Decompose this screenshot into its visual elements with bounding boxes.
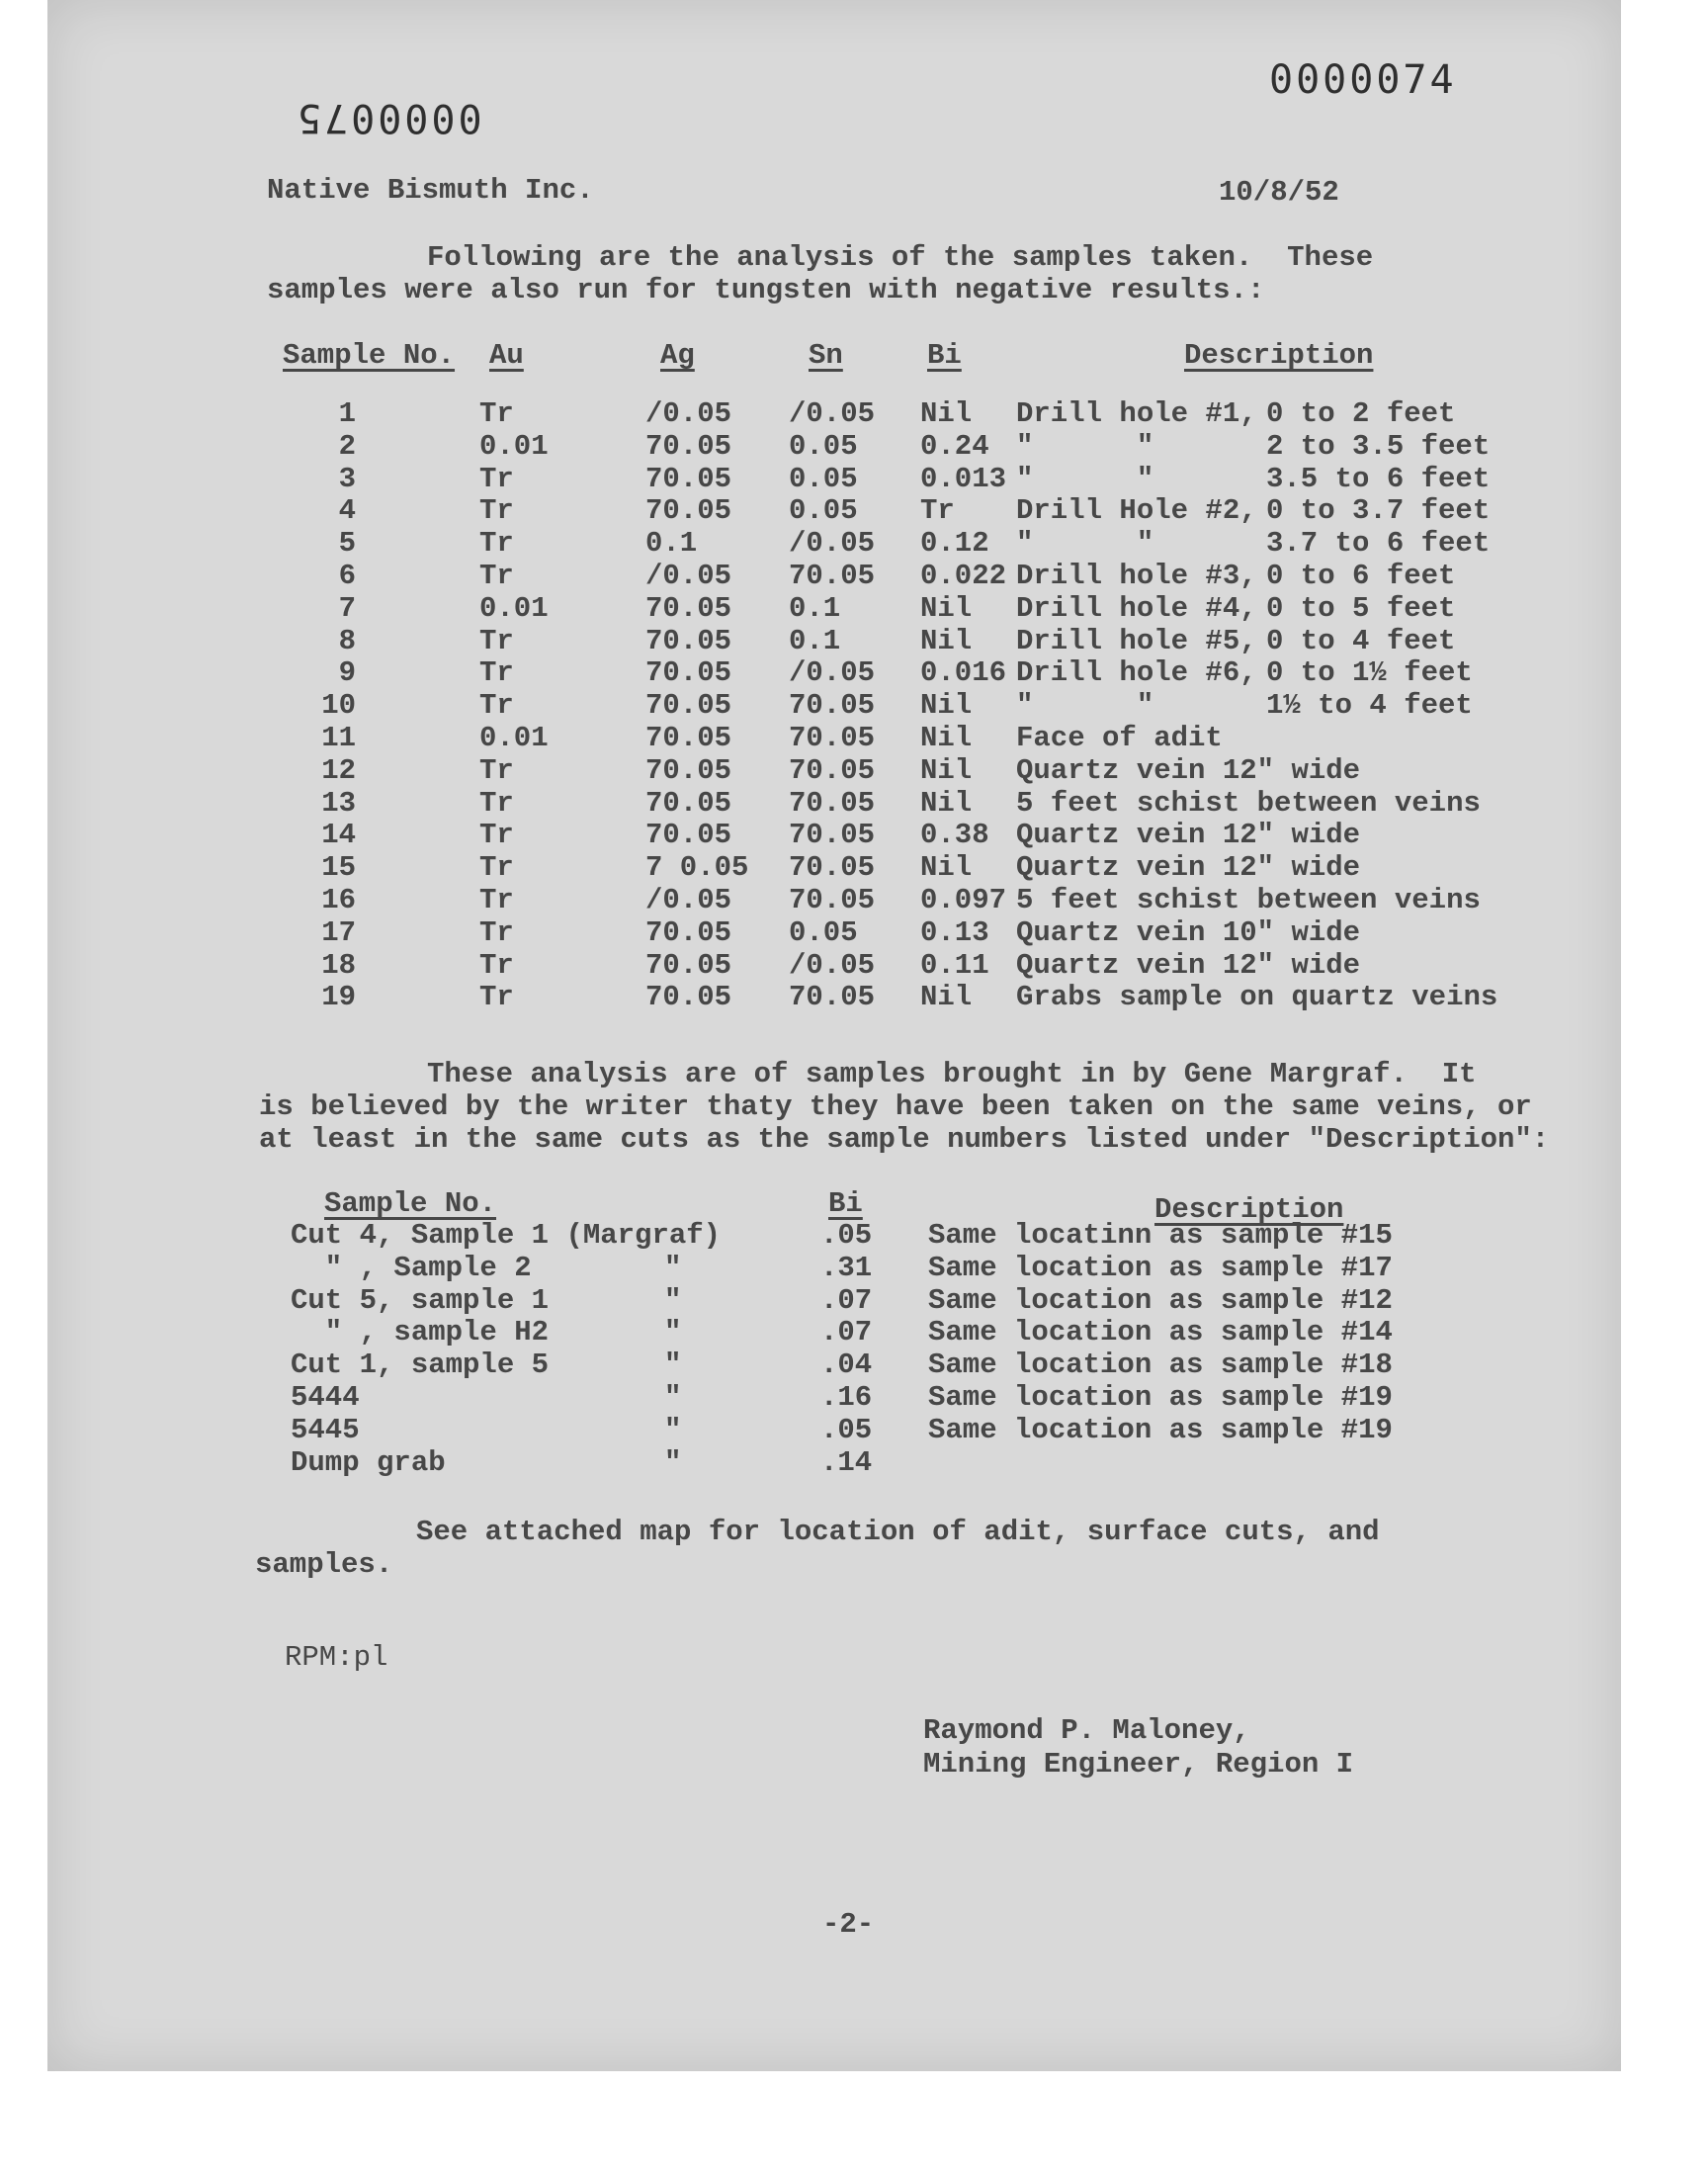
table1-sn-value: 70.05 xyxy=(789,560,876,592)
table1-ag-value: 70.05 xyxy=(645,981,732,1014)
table1-au-value: Tr xyxy=(479,915,514,949)
table2-description: Same location as sample #18 xyxy=(928,1348,1393,1382)
table1-sample-number: 17 xyxy=(321,915,356,949)
table1-location: Quartz vein 12" wide xyxy=(1016,851,1361,885)
document-page xyxy=(47,0,1621,2071)
table1-sn-value: /0.05 xyxy=(789,527,876,561)
table1-sample-number: 18 xyxy=(321,948,356,982)
table1-ag-value: 70.05 xyxy=(645,429,732,463)
table1-sn-value: 0.05 xyxy=(789,494,858,528)
table2-bi-value: .07 xyxy=(820,1283,873,1317)
table1-au-value: Tr xyxy=(479,624,514,657)
table1-ag-value: 70.05 xyxy=(645,722,732,754)
table1-sample-number: 3 xyxy=(338,462,356,495)
table1-location: Drill hole #1, xyxy=(1016,397,1257,430)
table1-location: Quartz vein 12" wide xyxy=(1016,948,1361,982)
table1-sn-value: /0.05 xyxy=(789,397,876,430)
table1-depth-range: 0 to 2 feet xyxy=(1266,397,1456,430)
table2-ditto-mark: " xyxy=(664,1251,682,1284)
table1-sn-value: 70.05 xyxy=(789,689,876,723)
table1-sn-value: 0.1 xyxy=(789,591,841,625)
table2-ditto-mark: " xyxy=(664,1445,682,1479)
table2-sample-label: 5444 xyxy=(291,1381,360,1414)
table2-description: Same location as sample #14 xyxy=(928,1316,1393,1349)
table1-bi-value: 0.11 xyxy=(920,948,989,982)
table1-bi-value: 0.013 xyxy=(920,462,1007,495)
signature-title: Mining Engineer, Region I xyxy=(923,1748,1354,1781)
document-number-stamp-inverted: 0000075 xyxy=(295,95,482,140)
table2-bi-value: .14 xyxy=(820,1445,873,1479)
table1-bi-value: Nil xyxy=(920,397,973,430)
table1-ag-value: 70.05 xyxy=(645,948,732,982)
table1-sn-value: 0.05 xyxy=(789,429,858,463)
table2-ditto-mark: " xyxy=(664,1283,682,1317)
table1-au-value: Tr xyxy=(479,786,514,820)
table1-location: Face of adit xyxy=(1016,722,1223,754)
table1-header-bi: Bi xyxy=(927,339,962,372)
signature-name: Raymond P. Maloney, xyxy=(923,1714,1250,1747)
intro-line-2: samples were also run for tungsten with negative results.: xyxy=(267,274,1265,306)
table1-location: Drill hole #3, xyxy=(1016,560,1257,592)
table1-bi-value: 0.016 xyxy=(920,656,1007,690)
table1-au-value: Tr xyxy=(479,981,514,1014)
table2-description: Same location as sample #17 xyxy=(928,1251,1393,1284)
table1-sample-number: 11 xyxy=(321,722,356,754)
table1-location: Drill hole #4, xyxy=(1016,591,1257,625)
table1-ag-value: 70.05 xyxy=(645,494,732,528)
table1-location: 5 feet schist between veins xyxy=(1016,884,1481,916)
table1-header-sn: Sn xyxy=(809,339,843,372)
table1-location: 5 feet schist between veins xyxy=(1016,786,1481,820)
table2-bi-value: .05 xyxy=(820,1219,873,1252)
letter-date: 10/8/52 xyxy=(1219,176,1339,209)
table1-bi-value: 0.022 xyxy=(920,560,1007,592)
table1-sn-value: 0.1 xyxy=(789,624,841,657)
table1-sample-number: 1 xyxy=(338,397,356,430)
table1-sn-value: /0.05 xyxy=(789,656,876,690)
table1-ag-value: 70.05 xyxy=(645,591,732,625)
table1-sn-value: /0.05 xyxy=(789,948,876,982)
table2-bi-value: .05 xyxy=(820,1413,873,1446)
table2-ditto-mark: " xyxy=(664,1381,682,1414)
table1-bi-value: Nil xyxy=(920,851,973,885)
table1-depth-range: 0 to 1½ feet xyxy=(1266,656,1473,690)
table1-bi-value: Nil xyxy=(920,624,973,657)
table1-sample-number: 10 xyxy=(321,689,356,723)
table2-description: Same locatinn as sample #15 xyxy=(928,1219,1393,1252)
table1-ag-value: 70.05 xyxy=(645,753,732,787)
table1-location: Drill hole #6, xyxy=(1016,656,1257,690)
table1-header-sample: Sample No. xyxy=(283,339,456,372)
table1-sample-number: 7 xyxy=(338,591,356,625)
page-number: -2- xyxy=(822,1908,875,1941)
table2-bi-value: .07 xyxy=(820,1316,873,1349)
table2-sample-label: Cut 4, Sample 1 (Margraf) xyxy=(291,1219,722,1252)
table1-location: Drill Hole #2, xyxy=(1016,494,1257,528)
table1-ag-value: 70.05 xyxy=(645,819,732,852)
table2-sample-label: " , Sample 2 xyxy=(291,1251,532,1284)
table1-sn-value: 70.05 xyxy=(789,722,876,754)
table2-ditto-mark: " xyxy=(664,1348,682,1382)
table1-depth-range: 2 to 3.5 feet xyxy=(1266,429,1491,463)
table1-au-value: Tr xyxy=(479,948,514,982)
table1-ag-value: /0.05 xyxy=(645,560,732,592)
table1-depth-range: 3.5 to 6 feet xyxy=(1266,462,1491,495)
table2-ditto-mark: " xyxy=(664,1316,682,1349)
document-number-stamp: 0000074 xyxy=(1269,57,1457,103)
table1-au-value: Tr xyxy=(479,656,514,690)
table2-sample-label: 5445 xyxy=(291,1413,360,1446)
table2-sample-label: Cut 1, sample 5 xyxy=(291,1348,550,1382)
table1-au-value: 0.01 xyxy=(479,722,549,754)
table1-sn-value: 0.05 xyxy=(789,915,858,949)
table1-ag-value: 70.05 xyxy=(645,624,732,657)
table1-bi-value: 0.38 xyxy=(920,819,989,852)
table1-sn-value: 70.05 xyxy=(789,851,876,885)
table2-header-bi: Bi xyxy=(828,1187,863,1220)
table1-bi-value: Nil xyxy=(920,786,973,820)
table2-sample-label: Cut 5, sample 1 xyxy=(291,1283,550,1317)
middle-line-1: These analysis are of samples brought in by Gene Margraf. It xyxy=(427,1058,1477,1090)
table1-header-au: Au xyxy=(489,339,524,372)
table2-header-sample: Sample No. xyxy=(324,1187,497,1220)
table1-location: Grabs sample on quartz veins xyxy=(1016,981,1498,1014)
table1-sample-number: 8 xyxy=(338,624,356,657)
table1-au-value: 0.01 xyxy=(479,429,549,463)
table1-sample-number: 2 xyxy=(338,429,356,463)
table1-ag-value: /0.05 xyxy=(645,397,732,430)
table1-sn-value: 70.05 xyxy=(789,753,876,787)
table1-depth-range: 0 to 3.7 feet xyxy=(1266,494,1491,528)
table1-sample-number: 9 xyxy=(338,656,356,690)
table1-location: Quartz vein 12" wide xyxy=(1016,753,1361,787)
table1-ag-value: /0.05 xyxy=(645,884,732,916)
table1-header-description: Description xyxy=(1184,339,1374,372)
table1-au-value: Tr xyxy=(479,753,514,787)
table1-au-value: Tr xyxy=(479,851,514,885)
table1-location: Quartz vein 10" wide xyxy=(1016,915,1361,949)
table1-sn-value: 70.05 xyxy=(789,786,876,820)
table1-bi-value: Nil xyxy=(920,981,973,1014)
table1-sample-number: 14 xyxy=(321,819,356,852)
company-name: Native Bismuth Inc. xyxy=(267,174,594,207)
table1-ag-value: 70.05 xyxy=(645,689,732,723)
closing-line-1: See attached map for location of adit, surface cuts, and xyxy=(416,1516,1380,1548)
table1-sample-number: 13 xyxy=(321,786,356,820)
table1-bi-value: 0.24 xyxy=(920,429,989,463)
table2-description: Same location as sample #19 xyxy=(928,1413,1393,1446)
table1-ag-value: 0.1 xyxy=(645,527,698,561)
table1-bi-value: Nil xyxy=(920,591,973,625)
table1-depth-range: 0 to 5 feet xyxy=(1266,591,1456,625)
table1-sn-value: 0.05 xyxy=(789,462,858,495)
table2-sample-label: Dump grab xyxy=(291,1445,446,1479)
table2-bi-value: .16 xyxy=(820,1381,873,1414)
table1-sn-value: 70.05 xyxy=(789,884,876,916)
intro-line-1: Following are the analysis of the samples taken. These xyxy=(427,241,1374,274)
table1-location: Drill hole #5, xyxy=(1016,624,1257,657)
middle-line-2: is believed by the writer thaty they have been taken on the same veins, or xyxy=(259,1090,1532,1123)
table1-ag-value: 70.05 xyxy=(645,915,732,949)
table1-ag-value: 70.05 xyxy=(645,462,732,495)
table1-depth-range: 3.7 to 6 feet xyxy=(1266,527,1491,561)
table2-description: Same location as sample #19 xyxy=(928,1381,1393,1414)
table1-au-value: Tr xyxy=(479,462,514,495)
table1-sample-number: 4 xyxy=(338,494,356,528)
table1-sample-number: 19 xyxy=(321,981,356,1014)
table1-au-value: Tr xyxy=(479,560,514,592)
table1-depth-range: 1½ to 4 feet xyxy=(1266,689,1473,723)
table2-bi-value: .31 xyxy=(820,1251,873,1284)
table1-ag-value: 70.05 xyxy=(645,786,732,820)
table2-ditto-mark: " xyxy=(664,1413,682,1446)
table1-bi-value: Tr xyxy=(920,494,955,528)
table2-bi-value: .04 xyxy=(820,1348,873,1382)
table1-au-value: Tr xyxy=(479,527,514,561)
table1-sample-number: 6 xyxy=(338,560,356,592)
table1-bi-value: Nil xyxy=(920,689,973,723)
table1-au-value: Tr xyxy=(479,884,514,916)
table1-ag-value: 7 0.05 xyxy=(645,851,749,885)
table1-sample-number: 15 xyxy=(321,851,356,885)
table2-description: Same location as sample #12 xyxy=(928,1283,1393,1317)
table2-header-description: Description xyxy=(1154,1193,1344,1226)
table1-sample-number: 12 xyxy=(321,753,356,787)
table1-sn-value: 70.05 xyxy=(789,981,876,1014)
table1-header-ag: Ag xyxy=(660,339,695,372)
table1-bi-value: 0.13 xyxy=(920,915,989,949)
typist-initials: RPM:pl xyxy=(285,1641,388,1674)
table1-sample-number: 5 xyxy=(338,527,356,561)
table2-sample-label: " , sample H2 xyxy=(291,1316,550,1349)
table1-sample-number: 16 xyxy=(321,884,356,916)
table1-location: " " xyxy=(1016,429,1154,463)
table1-location: " " xyxy=(1016,689,1154,723)
table1-bi-value: Nil xyxy=(920,722,973,754)
table1-bi-value: 0.12 xyxy=(920,527,989,561)
table1-au-value: Tr xyxy=(479,819,514,852)
table1-location: " " xyxy=(1016,462,1154,495)
table1-location: " " xyxy=(1016,527,1154,561)
table1-depth-range: 0 to 4 feet xyxy=(1266,624,1456,657)
table1-depth-range: 0 to 6 feet xyxy=(1266,560,1456,592)
table1-au-value: Tr xyxy=(479,397,514,430)
table1-au-value: Tr xyxy=(479,689,514,723)
table1-ag-value: 70.05 xyxy=(645,656,732,690)
table1-sn-value: 70.05 xyxy=(789,819,876,852)
table1-bi-value: Nil xyxy=(920,753,973,787)
middle-line-3: at least in the same cuts as the sample numbers listed under "Description": xyxy=(259,1123,1550,1156)
table1-au-value: Tr xyxy=(479,494,514,528)
table1-au-value: 0.01 xyxy=(479,591,549,625)
closing-line-2: samples. xyxy=(255,1548,393,1581)
table1-bi-value: 0.097 xyxy=(920,884,1007,916)
table1-location: Quartz vein 12" wide xyxy=(1016,819,1361,852)
